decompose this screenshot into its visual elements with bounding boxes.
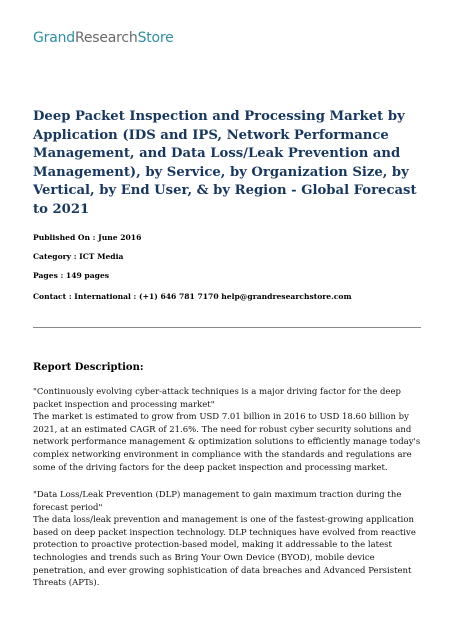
paragraph-2-quote: "Data Loss/Leak Prevention (DLP) management to gain maximum traction during the forecast period" bbox=[33, 490, 402, 513]
paragraph-1-body: The market is estimated to grow from USD 7.01 billion in 2016 to USD 18.60 billion by 2021, at an estimated CAGR of 21.6%. The need for robust cyber security solutions and network performance management & optimization solutions to efficiently manage today's complex networking environment in compliance with the standards and regulations are some of the driving factors for the deep packet inspection and processing market. bbox=[33, 412, 421, 473]
logo-text-store: Store bbox=[137, 30, 174, 46]
grandresearchstore-logo bbox=[33, 30, 174, 46]
logo-text-grand: Grand bbox=[33, 30, 75, 46]
contact-info: Contact : International : (+1) 646 781 7170 help@grandresearchstore.com bbox=[33, 292, 352, 301]
description-paragraph-2 bbox=[33, 489, 425, 590]
description-paragraph-1 bbox=[33, 386, 425, 474]
report-category: Category : ICT Media bbox=[33, 252, 124, 261]
report-description-heading: Report Description: bbox=[33, 362, 144, 373]
paragraph-1-quote: "Continuously evolving cyber-attack techniques is a major driving factor for the deep packet inspection and processing market" bbox=[33, 387, 401, 410]
paragraph-2-body: The data loss/leak prevention and management is one of the fastest-growing application based on deep packet inspection technology. DLP techniques have evolved from reactive protection to proactive protection-based model, making it addressable to the latest technologies and trends such as Bring Your Own Device (BYOD), mobile device penetration, and ever growing sophistication of data breaches and Advanced Persistent Threats (APTs). bbox=[33, 515, 416, 589]
section-divider bbox=[33, 327, 421, 328]
report-title: Deep Packet Inspection and Processing Market by Application (IDS and IPS, Network Performance Management, and Data Loss/Leak Prevention and Management), by Service, by Organization Size, by Vertical, by End User, & by Region - Global Forecast to 2021 bbox=[33, 109, 417, 217]
page-count: Pages : 149 pages bbox=[33, 271, 110, 280]
logo-text-research: Research bbox=[74, 30, 138, 46]
published-date: Published On : June 2016 bbox=[33, 233, 142, 242]
